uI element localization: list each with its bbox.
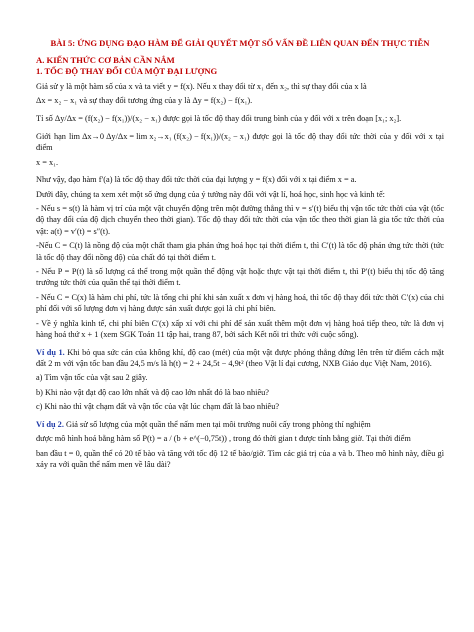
example-2 [36, 419, 444, 430]
paragraph-6: Dưới đây, chúng ta xem xét một số ứng dụng của ý tưởng này đối với vật lí, hoá học, sinh học và kinh tế: [36, 189, 385, 199]
example-1-part-c: c) Khi nào thì vật chạm đất và vận tốc của vật lúc chạm đất là bao nhiêu? [36, 402, 280, 412]
section-heading-1: 1. TỐC ĐỘ THAY ĐỔI CỦA MỘT ĐẠI LƯỢNG [36, 66, 218, 76]
paragraph-1: Giả sử y là một hàm số của x và ta viết y = f(x). Nếu x thay đổi từ x₁ đến x₂, thì sự thay đổi của x là [36, 82, 367, 91]
paragraph-7: - Nếu s = s(t) là hàm vị trí của một vật chuyển động trên một đường thẳng thì v = s′(t) biểu thị vận tốc tức thời của vật (tốc độ thay đổi của độ dịch chuyển theo thời gian). Tốc độ thay đổi tức thời của vận tốc theo thời gian là gia tốc tức thời của vật: a(t) = v′(t) = s″(t). [36, 204, 444, 236]
paragraph-4-post: được gọi là tốc độ thay đổi tức thời của y đối với x tại điểm [36, 131, 445, 153]
paragraph-3-post: được gọi là tốc độ thay đổi trung bình của y đối với x trên đoạn [x₁; x₂]. [162, 113, 402, 123]
example-2-text-1: Giả sử số lượng của một quần thể nấm men tại môi trường nuôi cấy trong phòng thí nghiệm [65, 419, 371, 429]
paragraph-4-end: x = x₁. [36, 157, 59, 167]
instant-rate-formula: lim Δx→0 Δy/Δx = lim x₂→x₁ (f(x₂) − f(x₁))/(x₂ − x₁) [68, 132, 250, 141]
example-1-part-a: a) Tìm vận tốc của vật sau 2 giây. [36, 373, 148, 383]
example-2-line-2 [36, 433, 444, 445]
document-title: BÀI 5: ỨNG DỤNG ĐẠO HÀM ĐỂ GIẢI QUYẾT MỘT SỐ VẤN ĐỀ LIÊN QUAN ĐẾN THỰC TIỄN [50, 38, 430, 48]
paragraph-8: -Nếu C = C(t) là nồng độ của một chất tham gia phản ứng hoá học tại thời điểm t, thì C′(t) là tốc độ phản ứng tức thời (tức là tốc độ thay đổi nồng độ) của chất đó tại thời điểm t. [36, 241, 444, 262]
example-2-label: Ví dụ 2. [36, 419, 64, 429]
section-heading-a: A. KIẾN THỨC CƠ BẢN CẦN NẮM [36, 55, 175, 65]
population-formula: P(t) = a / (b + e^(−0,75t)) [142, 434, 227, 444]
paragraph-3 [36, 113, 444, 125]
example-1-text: Khi bỏ qua sức cản của không khí, độ cao (mét) của một vật được phóng thẳng đứng lên trên từ điểm cách mặt đất 2 m với vận tốc ban đầu 24,5 m/s là h(t) = 2 + 24,5t − 4,9t² (theo Vật lí đại cương, NXB Giáo dục Việt Nam, 2016). [36, 347, 445, 368]
paragraph-2: Δx = x₂ − x₁ và sự thay đổi tương ứng của y là Δy = f(x₂) − f(x₁). [36, 96, 253, 106]
example-2-text-3: ban đầu t = 0, quần thể có 20 tế bào và tăng với tốc độ 12 tế bào/giờ. Tìm các giá trị của a và b. Theo mô hình này, điều gì xảy ra với quần thể nấm men về lâu dài? [36, 448, 444, 470]
paragraph-5: Như vậy, đạo hàm f′(a) là tốc độ thay đổi tức thời của đại lượng y = f(x) đối với x tại điểm x = a. [36, 175, 357, 185]
example-1 [36, 347, 444, 370]
paragraph-10: - Nếu C = C(x) là hàm chi phí, tức là tổng chi phí khi sản xuất x đơn vị hàng hoá, thì tốc độ thay đổi tức thời C′(x) của chi phí đối với số lượng đơn vị hàng được sản xuất được gọi là chi phí biên. [36, 292, 444, 314]
example-1-label: Ví dụ 1. [36, 347, 65, 357]
example-2-text-2-pre: được mô hình hoá bằng hàm số [36, 433, 141, 443]
paragraph-4 [36, 131, 444, 154]
paragraph-9: - Nếu P = P(t) là số lượng cá thể trong một quần thể động vật hoặc thực vật tại thời điểm t, thì P′(t) biểu thị tốc độ tăng trưởng tức thời của quần thể tại thời điểm t. [36, 267, 444, 288]
paragraph-11: - Về ý nghĩa kinh tế, chi phí biên C′(x) xấp xỉ với chi phí để sản xuất thêm một đơn vị hàng hoá tiếp theo, tức là đơn vị hàng hoá thứ x + 1 (xem SGK Toán 11 tập hai, trang 87, bởi sách Kết nối tri thức với cuộc sống). [36, 318, 444, 340]
paragraph-3-pre: Tỉ số [36, 113, 53, 123]
example-1-part-b: b) Khi nào vật đạt độ cao lớn nhất và độ cao lớn nhất đó là bao nhiêu? [36, 387, 269, 397]
average-rate-formula: Δy/Δx = (f(x₂) − f(x₁))/(x₂ − x₁) [54, 114, 161, 124]
example-2-text-2-post: , trong đó thời gian t được tính bằng giờ. Tại thời điểm [228, 433, 411, 443]
paragraph-4-pre: Giới hạn [36, 131, 66, 141]
